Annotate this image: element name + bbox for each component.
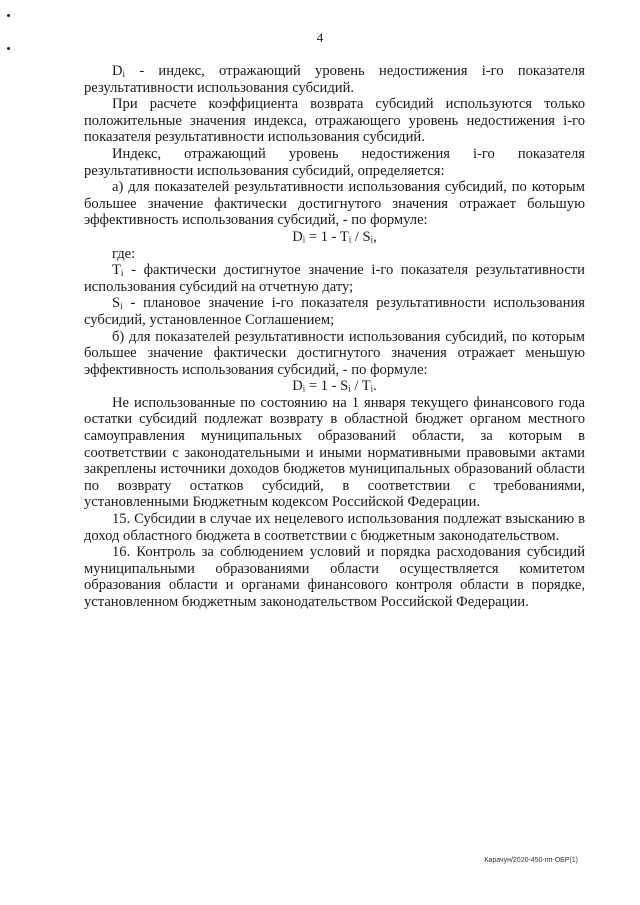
page-number: 4: [316, 30, 324, 45]
variable-letter: T: [112, 262, 121, 279]
document-code: Карачун/2020-450-пп-ОБР(1): [484, 857, 578, 864]
paragraph-positive-values: При расчете коэффициента возврата субсидий используются только положительные значения индекса, отражающего уровень недостижения i-го показателя результативности использования субсидий.: [84, 96, 585, 146]
variable-letter: S: [112, 295, 121, 312]
paragraph-s-definition: $S_i$ - плановое значение i-го показателя результативности использования субсидий, установленное Соглашением;: [84, 295, 585, 328]
variable-letter: D: [112, 63, 123, 79]
paragraph-t-definition: $T_i$ - фактически достигнутое значение i-го показателя результативности использования субсидий на отчетную дату;: [84, 262, 585, 295]
paragraph-index-definition: Индекс, отражающий уровень недостижения i-го показателя результативности использования субсидий, определяется:: [84, 145, 585, 179]
paragraph-d-index: $D_i$ - индекс, отражающий уровень недостижения i-го показателя результативности использования субсидий.: [84, 63, 585, 96]
paragraph-item-15: 15. Субсидии в случае их нецелевого использования подлежат взысканию в доход областного бюджета в соответствии с бюджетным законодательством.: [84, 511, 585, 544]
formula-b: Dᵢ = 1 - Sᵢ / Tᵢ.: [292, 378, 377, 395]
paragraph-case-a: а) для показателей результативности использования субсидий, по которым большее значение фактически достигнутого значения отражает большую эффективность использования субсидий, - по формуле:: [84, 179, 585, 229]
paragraph-item-16: 16. Контроль за соблюдением условий и порядка расходования субсидий муниципальными образованиями области осуществляется комитетом образования области и органами финансового контроля области в порядке, установленном бюджетным законодательством Российской Федерации.: [84, 544, 585, 610]
scan-mark: [7, 14, 10, 17]
paragraph-case-b: б) для показателей результативности использования субсидий, по которым большее значение фактически достигнутого значения отражает меньшую эффективность использования субсидий, - по формуле:: [84, 328, 585, 378]
paragraph-where: где:: [112, 245, 136, 262]
formula-a: Dᵢ = 1 - Tᵢ / Sᵢ,: [292, 228, 377, 245]
variable-subscript: i: [120, 301, 123, 312]
document-body: [84, 63, 585, 611]
paragraph-unused-remainders: Не использованные по состоянию на 1 января текущего финансового года остатки субсидий подлежат возврату в областной бюджет органом местного самоуправления муниципальных образований области, за которым в соответствии с законодательными и иными нормативными правовыми актами закреплены источники доходов бюджетов муниципальных образований области по возврату остатков субсидий, в соответствии с требованиями, установленными Бюджетным кодексом Российской Федерации.: [84, 394, 585, 511]
variable-subscript: i: [122, 69, 126, 79]
variable-subscript: i: [120, 268, 124, 279]
scan-mark: [7, 47, 10, 50]
